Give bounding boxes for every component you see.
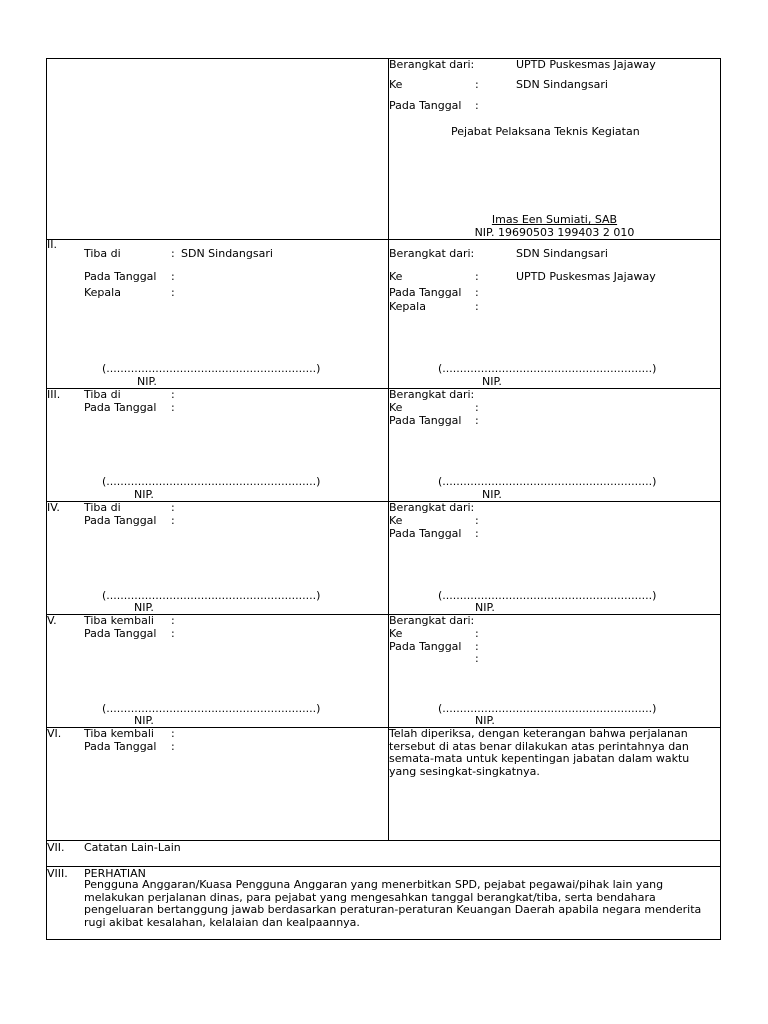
extra-colon: : xyxy=(475,652,479,665)
tanggal-colon: : xyxy=(475,99,479,112)
nip-label: NIP. xyxy=(134,488,154,501)
berangkat-label: Berangkat dari: xyxy=(389,58,475,71)
tanggal-colon: : xyxy=(475,640,479,653)
official-name: Imas Een Sumiati, SAB xyxy=(491,213,618,226)
berangkat-value: SDN Sindangsari xyxy=(516,247,608,260)
tanggal-colon: : xyxy=(475,286,479,299)
section-number: IV. xyxy=(47,501,60,514)
tanggal-colon: : xyxy=(475,527,479,540)
ke-value: SDN Sindangsari xyxy=(516,78,608,91)
signature-line: (............................................................) xyxy=(102,702,321,715)
tanggal-colon: : xyxy=(475,414,479,427)
signature-line: (............................................................) xyxy=(102,589,321,602)
tiba-colon: : xyxy=(171,614,175,627)
signature-line: (............................................................) xyxy=(438,702,657,715)
section-number: II. xyxy=(47,238,57,251)
official-nip: NIP. 19690503 199403 2 010 xyxy=(474,226,635,239)
tanggal-label: Pada Tanggal xyxy=(389,286,462,299)
berangkat-label: Berangkat dari: xyxy=(389,388,475,401)
kepala-label: Kepala xyxy=(389,300,426,313)
row-divider xyxy=(46,501,721,502)
tiba-label: Tiba di xyxy=(84,501,121,514)
tiba-colon: : xyxy=(171,727,175,740)
section-number: VI. xyxy=(47,727,62,740)
tanggal-colon: : xyxy=(171,740,175,753)
tanggal-label: Pada Tanggal xyxy=(84,740,157,753)
nip-label: NIP. xyxy=(482,488,502,501)
tanggal-label: Pada Tanggal xyxy=(389,414,462,427)
tanggal-label: Pada Tanggal xyxy=(84,401,157,414)
nip-label: NIP. xyxy=(475,601,495,614)
ke-label: Ke xyxy=(389,627,403,640)
tiba-label: Tiba kembali xyxy=(84,614,154,627)
signature-line: (............................................................) xyxy=(102,475,321,488)
tanggal-label: Pada Tanggal xyxy=(389,99,462,112)
tiba-colon: : xyxy=(171,501,175,514)
ke-value: UPTD Puskesmas Jajaway xyxy=(516,270,656,283)
tanggal-label: Pada Tanggal xyxy=(389,527,462,540)
ke-colon: : xyxy=(475,78,479,91)
ke-label: Ke xyxy=(389,78,403,91)
tanggal-colon: : xyxy=(171,270,175,283)
tanggal-label: Pada Tanggal xyxy=(84,514,157,527)
nip-label: NIP. xyxy=(134,601,154,614)
notice-text: Pengguna Anggaran/Kuasa Pengguna Anggaran yang menerbitkan SPD, pejabat pegawai/pihak lain yang melakukan perjalanan dinas, para pejabat yang mengesahkan tanggal berangkat/tiba, serta bendahara pengeluaran bertanggung jawab berdasarkan peraturan-peraturan Keuangan Daerah apabila negara menderita rugi akibat kesalahan, kelalaian dan kealpaannya. xyxy=(84,878,702,929)
ke-colon: : xyxy=(475,627,479,640)
nip-label: NIP. xyxy=(134,714,154,727)
ke-colon: : xyxy=(475,514,479,527)
tiba-label: Tiba di xyxy=(84,388,121,401)
nip-label: NIP. xyxy=(475,714,495,727)
ke-label: Ke xyxy=(389,401,403,414)
row-divider xyxy=(46,239,721,240)
row-divider xyxy=(46,388,721,389)
nip-label: NIP. xyxy=(482,375,502,388)
kepala-colon: : xyxy=(171,286,175,299)
section-title: PERHATIAN xyxy=(84,867,146,880)
berangkat-label: Berangkat dari: xyxy=(389,614,475,627)
kepala-label: Kepala xyxy=(84,286,121,299)
tanggal-colon: : xyxy=(171,401,175,414)
tiba-colon: : xyxy=(171,388,175,401)
section-number: V. xyxy=(47,614,57,627)
verification-statement: Telah diperiksa, dengan keterangan bahwa perjalanan tersebut di atas benar dilakukan atas perintahnya dan semata-mata untuk kepentingan jabatan dalam waktu yang sesingkat-singkatnya. xyxy=(389,727,690,778)
tanggal-colon: : xyxy=(171,627,175,640)
signature-line: (............................................................) xyxy=(438,362,657,375)
berangkat-label: Berangkat dari: xyxy=(389,501,475,514)
signature-line: (............................................................) xyxy=(438,589,657,602)
row-divider xyxy=(46,866,721,867)
tanggal-label: Pada Tanggal xyxy=(389,640,462,653)
signature-line: (............................................................) xyxy=(438,475,657,488)
berangkat-label: Berangkat dari: xyxy=(389,247,475,260)
column-divider xyxy=(388,58,389,841)
tiba-colon: : xyxy=(171,247,175,260)
section-number: VIII. xyxy=(47,867,68,880)
section-number: VII. xyxy=(47,841,65,854)
berangkat-value: UPTD Puskesmas Jajaway xyxy=(516,58,656,71)
ke-label: Ke xyxy=(389,514,403,527)
section-number: III. xyxy=(47,388,61,401)
tanggal-colon: : xyxy=(171,514,175,527)
tanggal-label: Pada Tanggal xyxy=(84,627,157,640)
section-title: Catatan Lain-Lain xyxy=(84,841,181,854)
ke-label: Ke xyxy=(389,270,403,283)
signature-line: (............................................................) xyxy=(102,362,321,375)
ke-colon: : xyxy=(475,401,479,414)
ke-colon: : xyxy=(475,270,479,283)
tiba-value: SDN Sindangsari xyxy=(181,247,273,260)
tanggal-label: Pada Tanggal xyxy=(84,270,157,283)
tiba-label: Tiba kembali xyxy=(84,727,154,740)
nip-label: NIP. xyxy=(137,375,157,388)
tiba-label: Tiba di xyxy=(84,247,121,260)
official-title: Pejabat Pelaksana Teknis Kegiatan xyxy=(451,125,640,138)
kepala-colon: : xyxy=(475,300,479,313)
